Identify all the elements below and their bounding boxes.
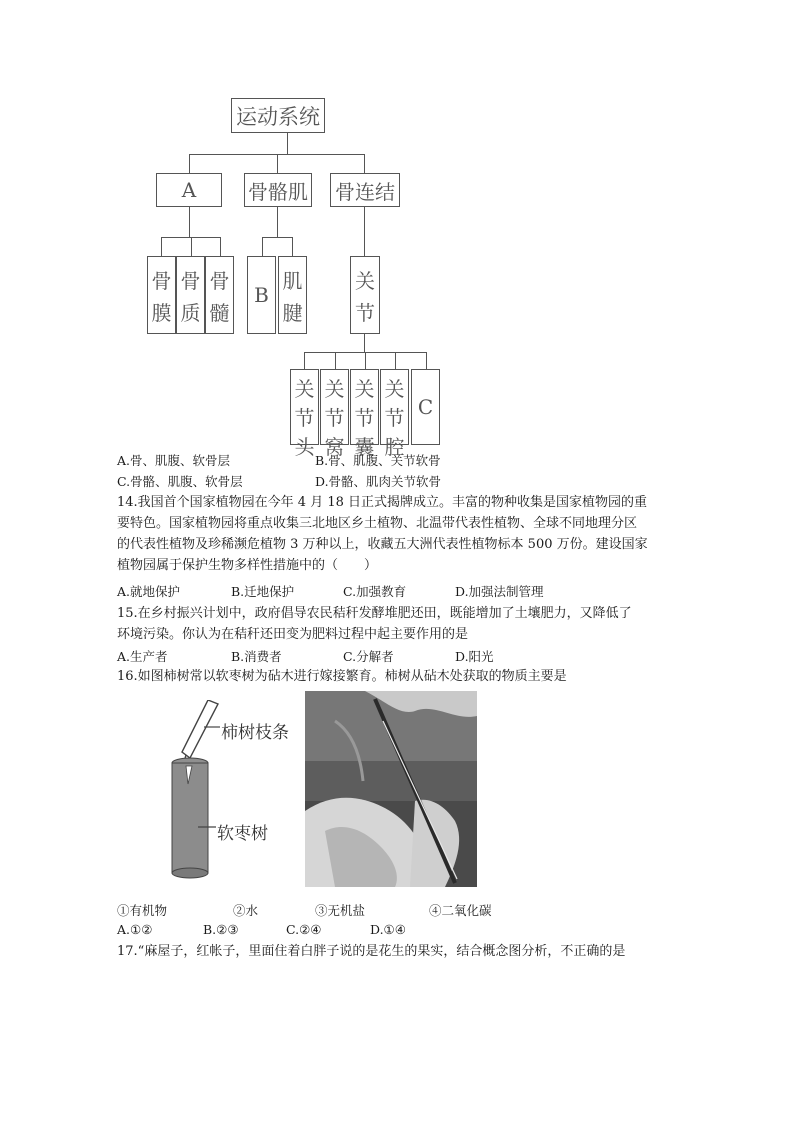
rootstock-trunk <box>172 758 208 878</box>
q16-stem: 16.如图柿树常以软枣树为砧木进行嫁接繁育。柿树从砧木处获取的物质主要是 <box>117 669 567 684</box>
node-bone-connection: 骨连结 <box>330 173 400 207</box>
q15-option-c: C.分解者 <box>343 649 394 664</box>
q16-item-1: ①有机物 <box>117 903 168 918</box>
node-tendon: 肌 腱 <box>278 256 307 334</box>
node-periosteum: 骨 膜 <box>147 256 176 334</box>
q15-option-a: A.生产者 <box>117 649 168 664</box>
q16-option-d: D.①④ <box>370 922 406 937</box>
q13-option-b: B.骨、肌腹、关节软骨 <box>315 453 441 468</box>
scion-branch <box>182 700 218 762</box>
q14-option-b: B.迁地保护 <box>231 584 295 599</box>
q16-item-4: ④二氧化碳 <box>429 903 492 918</box>
q14-line-3: 的代表性植物及珍稀濒危植物 3 万种以上，收藏五大洲代表性植物标本 500 万份。建设国家 <box>117 537 648 552</box>
label-scion: 柿树枝条 <box>221 723 289 743</box>
label-rootstock: 软枣树 <box>217 824 268 844</box>
q13-option-a: A.骨、肌腹、软骨层 <box>117 453 231 468</box>
q15-option-b: B.消费者 <box>231 649 282 664</box>
q14-option-c: C.加强教育 <box>343 584 407 599</box>
q16-option-b: B.②③ <box>203 922 239 937</box>
q16-option-a: A.①② <box>117 922 153 937</box>
node-joint-capsule: 关 节 囊 <box>350 369 379 445</box>
q17-stem: 17.“麻屋子，红帐子，里面住着白胖子说的是花生的果实，结合概念图分析，不正确的是 <box>117 944 626 959</box>
node-bone-substance: 骨 质 <box>176 256 205 334</box>
q13-option-c: C.骨骼、肌腹、软骨层 <box>117 474 243 489</box>
q16-item-3: ③无机盐 <box>315 903 366 918</box>
node-joint: 关 节 <box>350 256 380 334</box>
node-a: A <box>156 173 222 207</box>
node-c: C <box>411 369 440 445</box>
q15-line-2: 环境污染。你认为在秸秆还田变为肥料过程中起主要作用的是 <box>117 627 469 642</box>
q14-stem <box>117 492 679 576</box>
q16-item-2: ②水 <box>233 903 259 918</box>
q14-line-4: 植物园属于保护生物多样性措施中的（ ） <box>117 558 378 573</box>
grafting-photo <box>305 691 477 887</box>
q16-option-c: C.②④ <box>286 922 322 937</box>
q15-stem <box>117 603 679 645</box>
node-skeletal-muscle: 骨骼肌 <box>244 173 312 207</box>
q14-option-d: D.加强法制管理 <box>455 584 544 599</box>
q13-option-d: D.骨骼、肌肉关节软骨 <box>315 474 442 489</box>
node-joint-socket: 关 节 窝 <box>320 369 349 445</box>
q14-line-1: 14.我国首个国家植物园在今年 4 月 18 日正式揭牌成立。丰富的物种收集是国家植物园的重 <box>117 495 648 510</box>
q15-option-d: D.阳光 <box>455 649 494 664</box>
q15-line-1: 15.在乡村振兴计划中，政府倡导农民秸秆发酵堆肥还田，既能增加了土壤肥力，又降低了 <box>117 606 632 621</box>
node-joint-head: 关 节 头 <box>290 369 319 445</box>
node-bone-marrow: 骨 髓 <box>205 256 234 334</box>
node-root: 运动系统 <box>231 98 325 133</box>
q14-line-2: 要特色。国家植物园将重点收集三北地区乡土植物、北温带代表性植物、全球不同地理分区 <box>117 516 638 531</box>
q14-option-a: A.就地保护 <box>117 584 181 599</box>
node-joint-cavity: 关 节 腔 <box>380 369 409 445</box>
node-b: B <box>247 256 276 334</box>
